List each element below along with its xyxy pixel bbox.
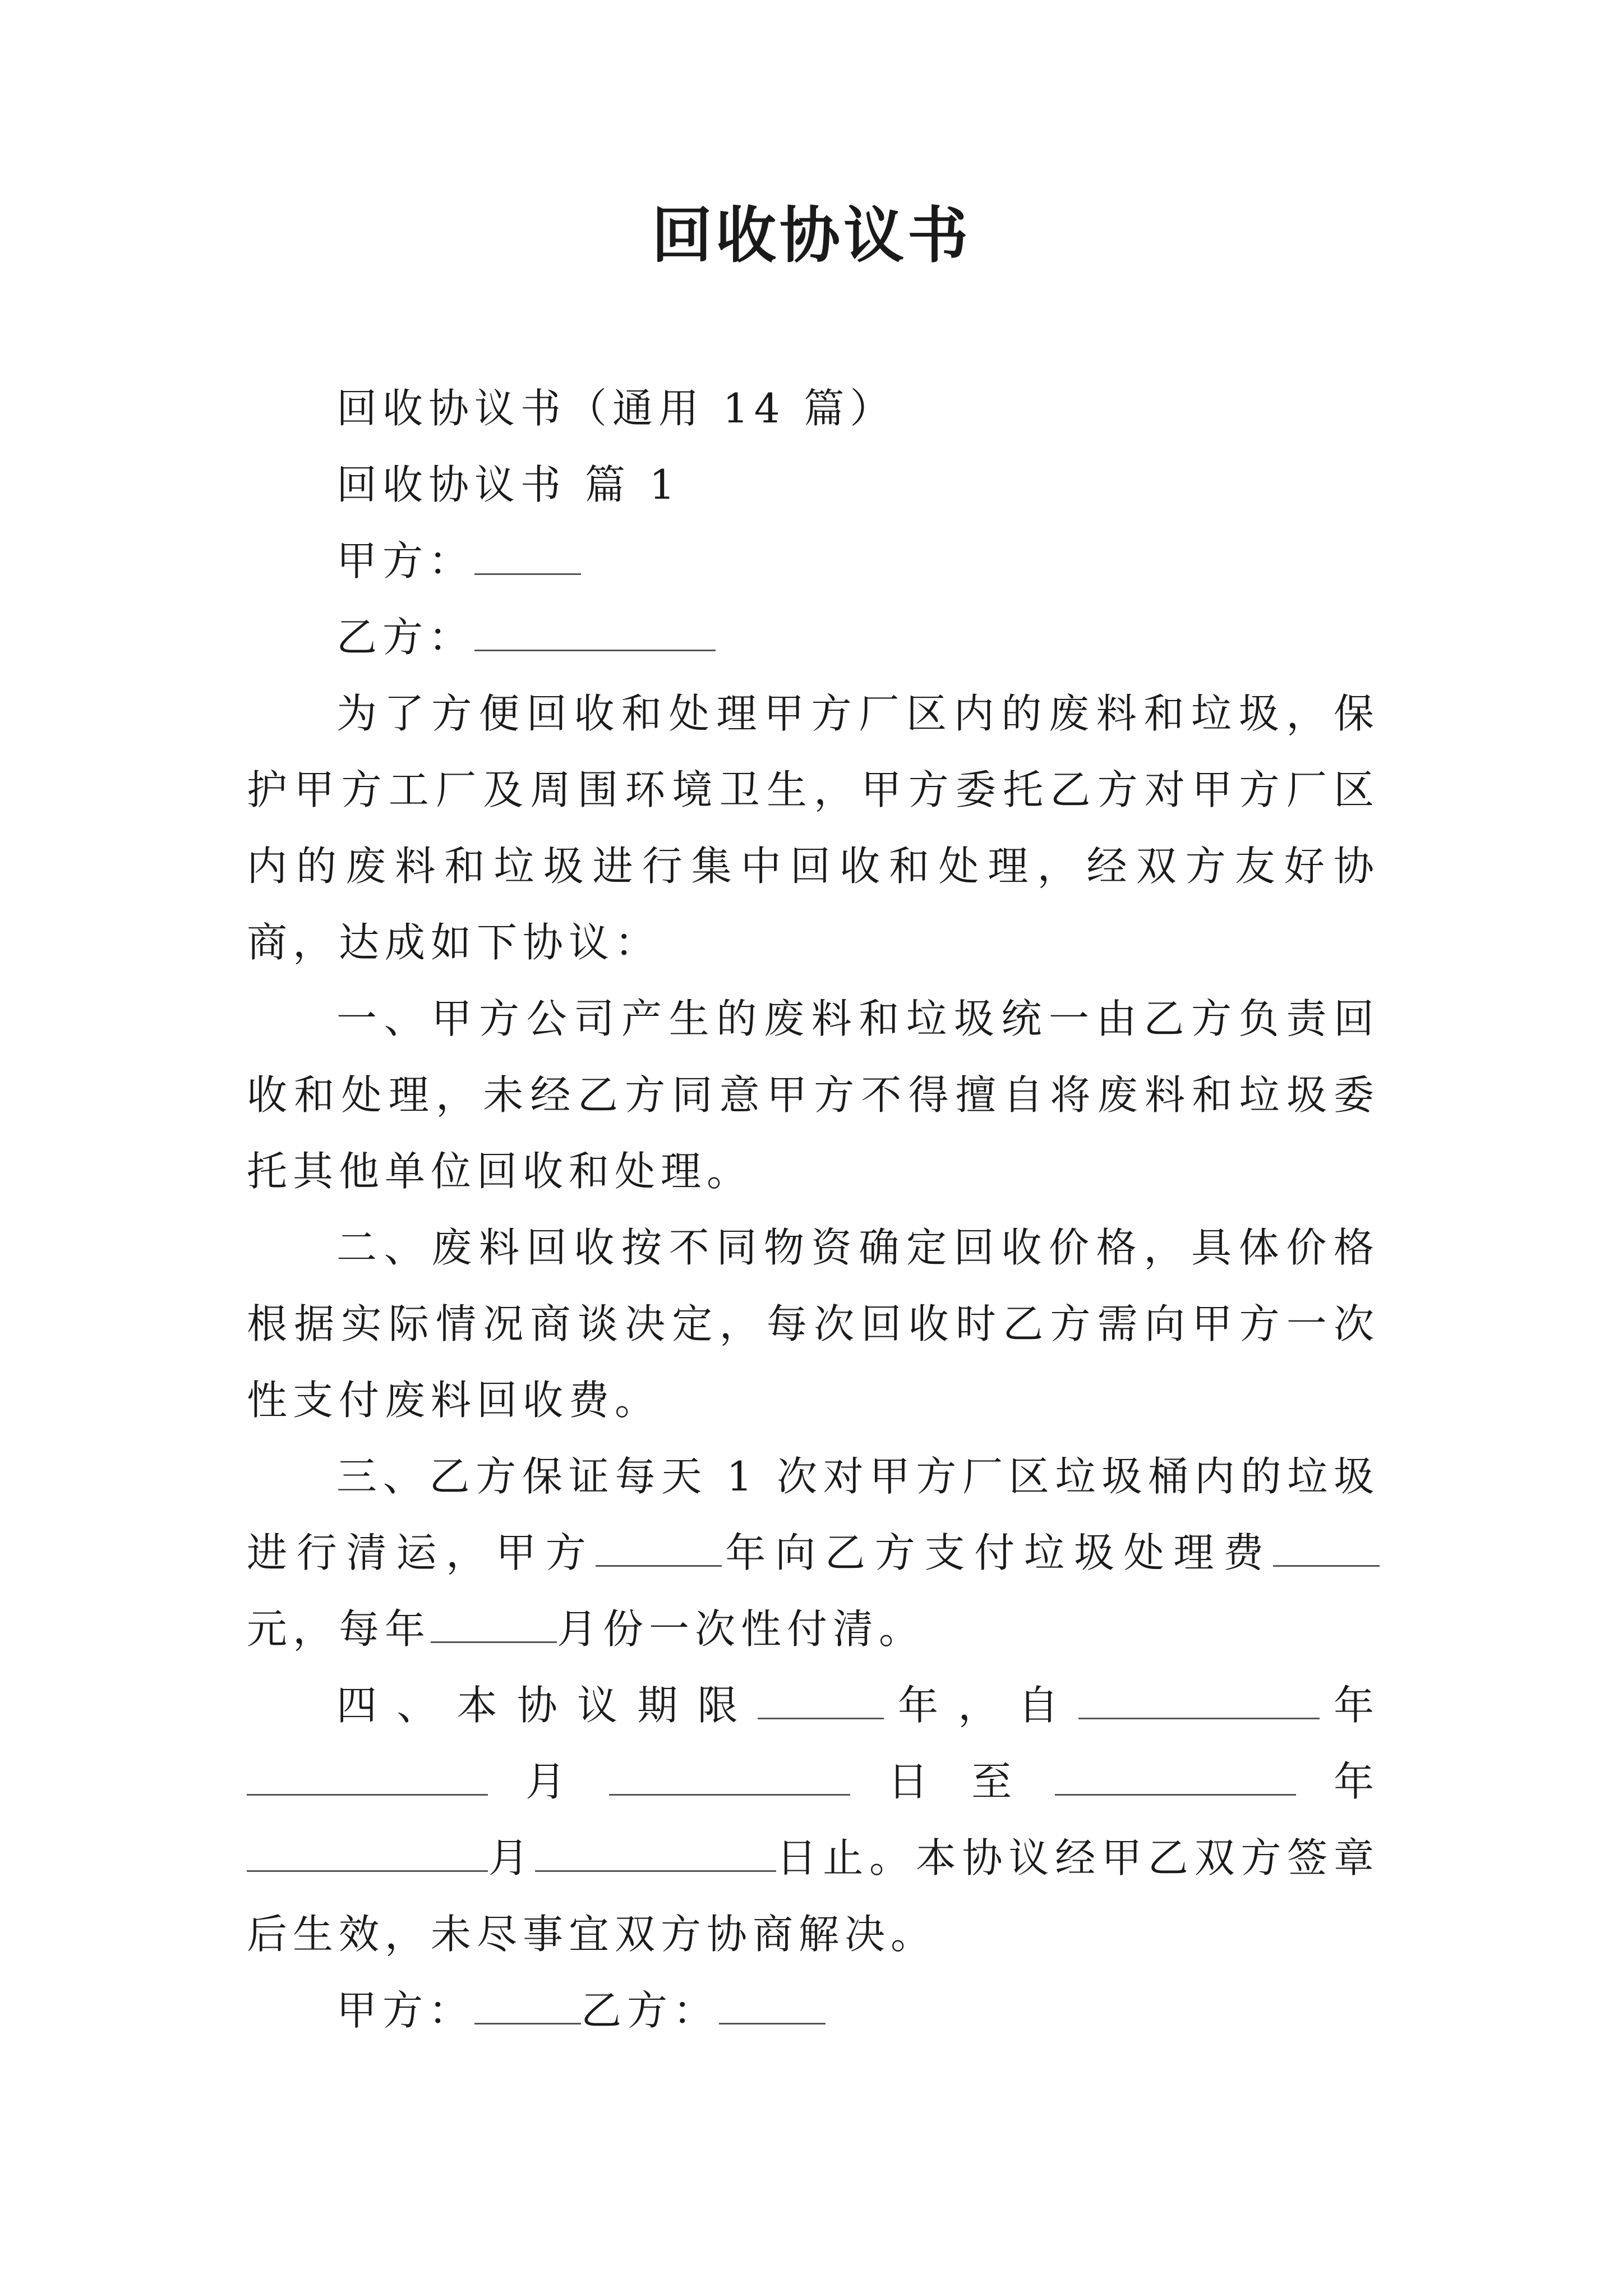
clause-4-text-7: 月 — [488, 1834, 535, 1881]
document-subtitle: 回收协议书（通用 14 篇） — [336, 385, 896, 432]
signature-line — [247, 1972, 1380, 2049]
clause-4-blank-end-month — [247, 1835, 488, 1872]
clause-4-text-4: 月 — [488, 1758, 609, 1805]
clause-4-text-3: 年 — [1319, 1682, 1380, 1729]
party-a-blank — [474, 539, 581, 575]
clause-4-text-8: 日止。本协议经甲乙双方签章后生效，未尽事宜双方协商解决。 — [247, 1834, 1380, 1958]
clause-4-blank-end-day — [535, 1835, 776, 1872]
clause-4-blank-start-year — [1078, 1683, 1320, 1719]
clause-3-text-1: 三、乙方保证每天 1 次对甲方厂区垃圾桶内的垃圾进行清运，甲方 — [247, 1453, 1380, 1576]
section-heading: 回收协议书 篇 1 — [336, 461, 681, 508]
party-b-blank — [474, 615, 716, 651]
clause-3-text-4: 月份一次性付清。 — [557, 1605, 925, 1653]
party-a-label: 甲方： — [336, 537, 475, 585]
signature-party-b-label: 乙方： — [581, 1987, 720, 2034]
clause-4-blank-start-month — [247, 1759, 488, 1796]
party-b-label: 乙方： — [336, 614, 475, 661]
clause-3-paragraph — [247, 1438, 1380, 1667]
document-title: 回收协议书 — [651, 200, 971, 271]
signature-party-a-label: 甲方： — [336, 1987, 475, 2034]
clause-4-blank-start-day — [609, 1759, 850, 1796]
clause-1-paragraph: 一、甲方公司产生的废料和垃圾统一由乙方负责回收和处理，未经乙方同意甲方不得擅自将废料和垃圾委托其他单位回收和处理。 — [247, 995, 1380, 1195]
intro-paragraph: 为了方便回收和处理甲方厂区内的废料和垃圾，保护甲方工厂及周围环境卫生，甲方委托乙方对甲方厂区内的废料和垃圾进行集中回收和处理，经双方友好协商，达成如下协议： — [247, 690, 1380, 966]
clause-3-text-3: 元，每年 — [247, 1605, 431, 1653]
clause-4-blank-term — [758, 1683, 884, 1719]
signature-party-b-blank — [719, 1988, 826, 2024]
clause-3-blank-month — [431, 1607, 557, 1643]
clause-4-text-2: 年，自 — [883, 1682, 1078, 1729]
clause-4-paragraph — [247, 1667, 1380, 1972]
party-b-line — [247, 599, 1380, 675]
clause-3-blank-amount — [1273, 1530, 1380, 1567]
signature-party-a-blank — [474, 1988, 581, 2024]
document-body — [247, 370, 1380, 2049]
clause-2-paragraph: 二、废料回收按不同物资确定回收价格，具体价格根据实际情况商谈决定，每次回收时乙方需向甲方一次性支付废料回收费。 — [247, 1224, 1380, 1424]
party-a-line — [247, 523, 1380, 599]
clause-3-text-2: 年向乙方支付垃圾处理费 — [721, 1529, 1273, 1576]
clause-4-blank-end-year — [1055, 1759, 1296, 1796]
clause-4-text-1: 四、本协议期限 — [336, 1682, 758, 1729]
clause-4-text-5: 日至 — [850, 1758, 1055, 1805]
clause-3-blank-years — [596, 1530, 722, 1567]
clause-4-text-6: 年 — [1295, 1758, 1380, 1805]
